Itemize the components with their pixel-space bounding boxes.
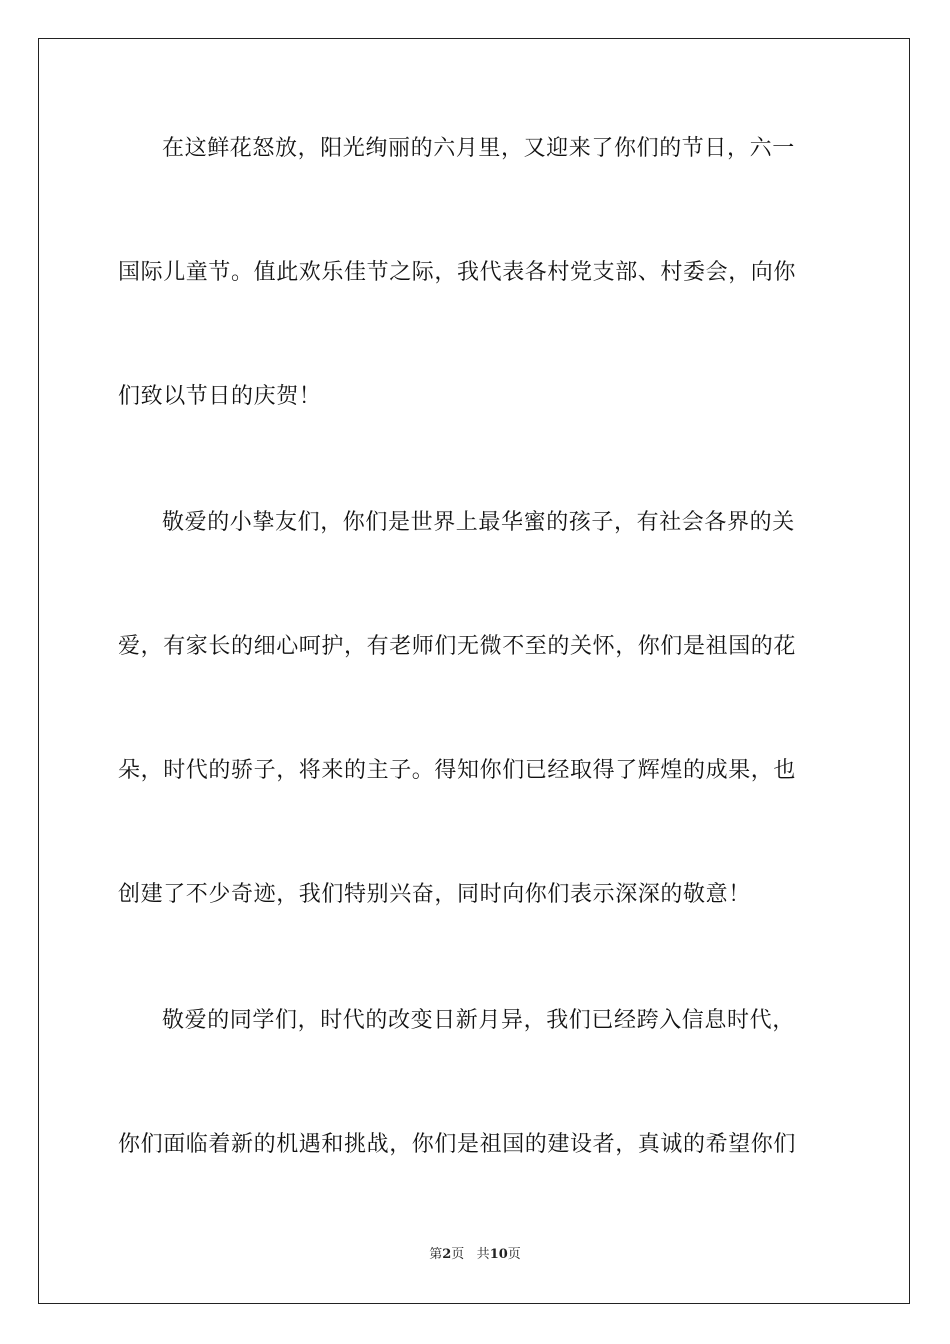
footer-page-total: 10 bbox=[489, 1247, 508, 1262]
footer-page-suffix: 页 bbox=[451, 1247, 465, 1262]
paragraph-1-line-1: 在这鲜花怒放，阳光绚丽的六月里，又迎来了你们的节日，六一 bbox=[162, 136, 795, 161]
page-footer bbox=[0, 1246, 950, 1264]
paragraph-2-line-4: 创建了不少奇迹，我们特别兴奋，同时向你们表示深深的敬意！ bbox=[118, 882, 751, 907]
footer-page-prefix: 第 bbox=[429, 1247, 443, 1262]
page-border bbox=[38, 38, 910, 1304]
paragraph-3-line-2: 你们面临着新的机遇和挑战，你们是祖国的建设者，真诚的希望你们 bbox=[118, 1132, 797, 1157]
footer-total-suffix: 页 bbox=[507, 1247, 521, 1262]
paragraph-1-line-2: 国际儿童节。值此欢乐佳节之际，我代表各村党支部、村委会，向你 bbox=[118, 260, 797, 285]
paragraph-2-line-2: 爱，有家长的细心呵护，有老师们无微不至的关怀，你们是祖国的花 bbox=[118, 634, 797, 659]
paragraph-3-line-1: 敬爱的同学们，时代的改变日新月异，我们已经跨入信息时代， bbox=[162, 1008, 795, 1033]
paragraph-2-line-3: 朵，时代的骄子，将来的主子。得知你们已经取得了辉煌的成果，也 bbox=[118, 758, 797, 783]
paragraph-1-line-3: 们致以节日的庆贺！ bbox=[118, 384, 322, 409]
footer-page-current: 2 bbox=[442, 1247, 452, 1262]
footer-total-prefix: 共 bbox=[476, 1247, 490, 1262]
paragraph-2-line-1: 敬爱的小挚友们，你们是世界上最华蜜的孩子，有社会各界的关 bbox=[162, 510, 795, 535]
